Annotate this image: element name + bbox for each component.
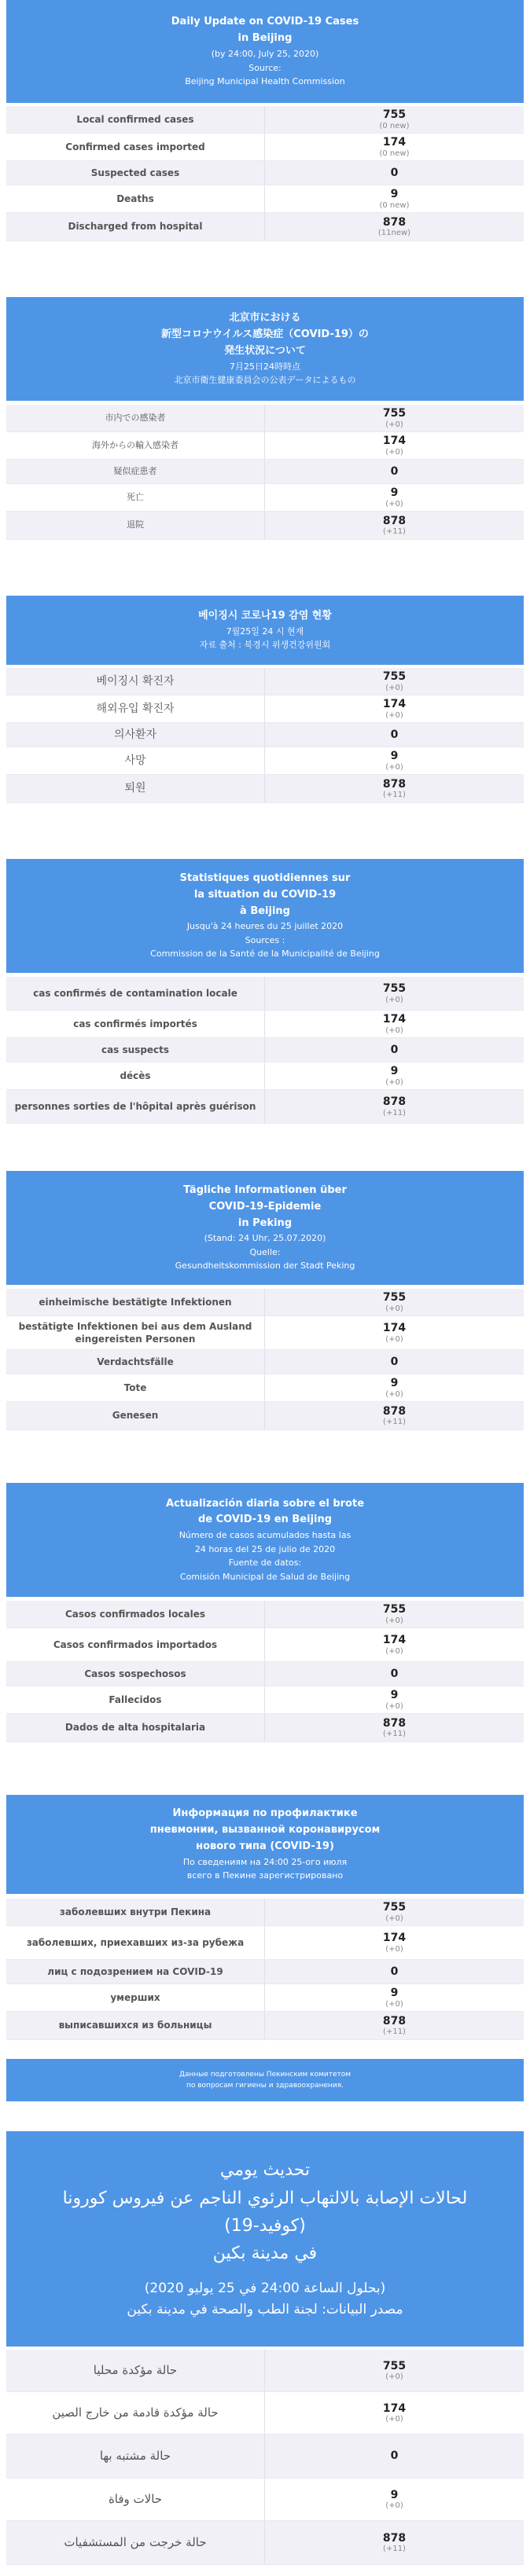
header-source-label: Sources :	[245, 934, 285, 945]
row-value	[265, 977, 524, 1010]
header-source: 자료 출처 : 북경시 위생건강위원회	[199, 640, 331, 651]
row-label: 해외유입 확진자	[6, 695, 265, 722]
row-value	[265, 134, 524, 160]
row-label: Confirmed cases imported	[6, 134, 265, 160]
header-ko	[6, 596, 524, 665]
row-label: 市内での感染者	[6, 405, 265, 431]
row-delta: (+0)	[385, 1389, 403, 1399]
row-label: cas confirmés importés	[6, 1011, 265, 1037]
row-value	[265, 161, 524, 185]
row-label: лиц с подозрением на COVID-19	[6, 1960, 265, 1983]
table-row	[6, 2392, 524, 2435]
row-value	[265, 668, 524, 695]
header-source: 北京市衛生健康委員会の公表データによるもの	[174, 375, 356, 386]
row-number: 878	[382, 2531, 407, 2545]
header-title: 北京市における	[229, 312, 301, 325]
table-es	[6, 1601, 524, 1742]
header-source: Gesundheitskommission der Stadt Peking	[175, 1260, 355, 1271]
row-value	[265, 1714, 524, 1741]
row-value	[265, 1662, 524, 1686]
row-label: einheimische bestätigte Infektionen	[6, 1289, 265, 1316]
row-number: 878	[382, 1404, 407, 1418]
row-number: 174	[382, 136, 407, 149]
row-number: 9	[390, 2488, 399, 2501]
table-row	[6, 1899, 524, 1926]
row-label: حالة مؤكدة قادمة من خارج الصين	[6, 2392, 265, 2434]
header-title: Statistiques quotidiennes sur	[179, 872, 351, 884]
row-number: 755	[382, 670, 407, 684]
row-number: 755	[382, 982, 407, 996]
row-number: 174	[382, 435, 407, 448]
row-delta: (+0)	[385, 762, 403, 772]
row-delta: (+11)	[383, 2545, 406, 2554]
table-row	[6, 775, 524, 803]
table-row	[6, 1926, 524, 1960]
row-number: 878	[382, 1095, 407, 1109]
row-label: Discharged from hospital	[6, 213, 265, 240]
row-number: 755	[382, 1901, 407, 1914]
row-number: 0	[390, 1043, 399, 1056]
row-delta: (+0)	[385, 1999, 403, 2009]
header-title: لحالات الإصابة بالالتهاب الرئوي الناجم عن فيروس كورونا (كوفيد-19)	[62, 2188, 468, 2236]
row-number: 9	[390, 486, 399, 500]
row-number: 9	[390, 188, 399, 201]
row-value	[265, 213, 524, 240]
table-ru	[6, 1899, 524, 2040]
row-value	[265, 1984, 524, 2011]
table-row	[6, 134, 524, 161]
table-row	[6, 2479, 524, 2521]
header-title: Информация по профилактике	[172, 1807, 358, 1820]
row-value	[265, 1316, 524, 1349]
row-label: 퇴원	[6, 775, 265, 802]
row-number: 878	[382, 777, 407, 791]
row-label: 退院	[6, 512, 265, 539]
row-number: 0	[390, 1667, 399, 1680]
row-number: 174	[382, 698, 407, 711]
row-delta: (0 new)	[379, 121, 410, 130]
row-delta: (+11)	[383, 1108, 406, 1117]
row-number: 755	[382, 407, 407, 420]
row-label: 사망	[6, 747, 265, 774]
table-row	[6, 2521, 524, 2565]
row-number: 174	[382, 2402, 407, 2415]
footer-line: Данные подготовлены Пекинским комитетом	[179, 2070, 351, 2079]
row-number: 755	[382, 1291, 407, 1305]
row-value	[265, 460, 524, 483]
row-value	[265, 1289, 524, 1316]
row-label: выписавшихся из больницы	[6, 2012, 265, 2039]
row-value	[265, 747, 524, 774]
header-date: (بحلول الساعة 24:00 في 25 يوليو 2020)	[144, 2281, 386, 2297]
header-de	[6, 1171, 524, 1285]
row-number: 174	[382, 1932, 407, 1945]
row-delta: (+11)	[383, 791, 406, 800]
row-delta: (+0)	[385, 420, 403, 429]
table-row	[6, 1984, 524, 2012]
row-value	[265, 1926, 524, 1959]
header-source: Commission de la Santé de la Municipalité de Beijing	[150, 949, 380, 960]
table-row	[6, 723, 524, 747]
row-number: 174	[382, 1322, 407, 1335]
table-row	[6, 2350, 524, 2392]
row-number: 0	[390, 2449, 399, 2463]
row-value	[265, 2435, 524, 2478]
row-value	[265, 1960, 524, 1983]
row-label: 疑似症患者	[6, 460, 265, 483]
row-label: Casos confirmados importados	[6, 1628, 265, 1661]
table-row	[6, 977, 524, 1011]
row-delta: (+0)	[385, 1077, 403, 1087]
table-row	[6, 2435, 524, 2479]
table-row	[6, 460, 524, 484]
table-row	[6, 1350, 524, 1374]
row-number: 9	[390, 1065, 399, 1078]
row-number: 755	[382, 108, 407, 122]
row-label: Suspected cases	[6, 161, 265, 185]
row-delta: (+0)	[385, 1646, 403, 1656]
table-row	[6, 2012, 524, 2040]
row-label: personnes sorties de l'hôpital après guérison	[6, 1090, 265, 1123]
table-ar	[6, 2350, 524, 2565]
header-ru	[6, 1795, 524, 1894]
row-number: 878	[382, 215, 407, 229]
row-delta: (+0)	[385, 1304, 403, 1313]
table-row	[6, 161, 524, 185]
table-fr	[6, 977, 524, 1124]
row-value	[265, 2521, 524, 2564]
header-title: في مدينة بكين	[212, 2244, 318, 2263]
row-number: 0	[390, 166, 399, 179]
header-title: 発生状況について	[224, 344, 306, 357]
row-label: Casos sospechosos	[6, 1662, 265, 1686]
header-date: Jusqu'à 24 heures du 25 juillet 2020	[186, 921, 344, 932]
row-value	[265, 1686, 524, 1713]
row-value	[265, 106, 524, 133]
row-label: Casos confirmados locales	[6, 1601, 265, 1627]
row-label: Deaths	[6, 185, 265, 212]
table-ja	[6, 405, 524, 540]
row-label: Local confirmed cases	[6, 106, 265, 133]
header-title: 베이징시 코로나19 감염 현황	[198, 610, 332, 622]
table-row	[6, 405, 524, 432]
row-value	[265, 775, 524, 802]
row-label: 海外からの輸入感染者	[6, 432, 265, 459]
table-row	[6, 1090, 524, 1124]
header-es	[6, 1483, 524, 1597]
row-label: Tote	[6, 1374, 265, 1401]
row-delta: (+0)	[385, 2415, 403, 2424]
header-source-label: Fuente de datos:	[228, 1558, 302, 1569]
row-delta: (+0)	[385, 710, 403, 720]
row-number: 9	[390, 750, 399, 763]
table-row	[6, 1960, 524, 1984]
table-row	[6, 1289, 524, 1316]
table-row	[6, 695, 524, 723]
row-number: 0	[390, 1355, 399, 1368]
table-row	[6, 1628, 524, 1662]
row-number: 878	[382, 2014, 407, 2027]
row-value	[265, 1628, 524, 1661]
header-en	[6, 0, 524, 103]
table-row	[6, 484, 524, 512]
header-title: in Beijing	[237, 32, 293, 45]
header-subtitle: всего в Пекине зарегистрировано	[186, 1870, 344, 1881]
row-value	[265, 695, 524, 722]
table-row	[6, 1402, 524, 1430]
table-row	[6, 213, 524, 241]
row-delta: (+0)	[385, 1914, 403, 1923]
row-number: 0	[390, 728, 399, 741]
table-row	[6, 1686, 524, 1714]
header-date: По сведениям на 24:00 25-ого июля	[182, 1856, 348, 1867]
header-ar	[6, 2131, 524, 2347]
row-label: cas suspects	[6, 1038, 265, 1062]
footer-ru	[6, 2059, 524, 2101]
header-source: Comisión Municipal de Salud de Beijing	[179, 1571, 351, 1582]
row-number: 0	[390, 1965, 399, 1978]
header-title: in Peking	[237, 1216, 293, 1229]
row-number: 174	[382, 1013, 407, 1026]
header-date: 24 horas del 25 de julio de 2020	[194, 1543, 336, 1554]
table-en	[6, 106, 524, 241]
row-delta: (+11)	[383, 2027, 406, 2037]
row-number: 878	[382, 514, 407, 527]
row-value	[265, 185, 524, 212]
table-row	[6, 1374, 524, 1402]
row-label: cas confirmés de contamination locale	[6, 977, 265, 1010]
row-delta: (+0)	[385, 447, 403, 457]
row-number: 9	[390, 1377, 399, 1390]
row-value	[265, 1601, 524, 1627]
header-title: 新型コロナウイルス感染症（COVID-19）の	[161, 328, 369, 340]
row-delta: (+0)	[385, 1701, 403, 1711]
header-title: la situation du COVID-19	[193, 888, 337, 901]
footer-line: по вопросам гигиены и здравоохранения.	[186, 2082, 344, 2090]
header-title: à Beijing	[240, 905, 290, 917]
table-row	[6, 1038, 524, 1062]
row-number: 755	[382, 1603, 407, 1616]
row-label: حالة مشتبه بها	[6, 2435, 265, 2478]
table-row	[6, 185, 524, 213]
row-delta: (+0)	[385, 1616, 403, 1625]
header-title: de COVID-19 en Beijing	[197, 1514, 333, 1526]
row-number: 174	[382, 1634, 407, 1647]
header-date: 7월25일 24 시 현재	[226, 626, 304, 637]
row-value	[265, 1011, 524, 1037]
row-value	[265, 405, 524, 431]
row-label: 死亡	[6, 484, 265, 511]
row-label: Verdachtsfälle	[6, 1350, 265, 1374]
row-value	[265, 2479, 524, 2520]
row-delta: (+0)	[385, 995, 403, 1004]
table-row	[6, 1062, 524, 1090]
header-title: Actualización diaria sobre el brote	[165, 1497, 365, 1510]
row-label: заболевших, приехавших из-за рубежа	[6, 1926, 265, 1959]
row-delta: (11new)	[377, 229, 411, 238]
header-source-label: Source:	[248, 62, 282, 73]
row-value	[265, 484, 524, 511]
row-value	[265, 512, 524, 539]
header-title: пневмонии, вызванной коронавирусом	[149, 1824, 381, 1836]
row-value	[265, 1899, 524, 1925]
row-value	[265, 1090, 524, 1123]
header-title: COVID-19-Epidemie	[208, 1200, 322, 1213]
row-number: 0	[390, 464, 399, 478]
header-date: 7月25日24時時点	[230, 361, 300, 372]
row-delta: (+11)	[383, 1418, 406, 1427]
header-title: Daily Update on COVID-19 Cases	[171, 16, 359, 28]
header-title: تحديث يومي	[219, 2160, 311, 2181]
row-delta: (+0)	[385, 1944, 403, 1954]
row-number: 878	[382, 1716, 407, 1730]
row-delta: (+0)	[385, 2501, 403, 2511]
row-delta: (+0)	[385, 1026, 403, 1035]
table-row	[6, 512, 524, 540]
row-value	[265, 1350, 524, 1374]
table-row	[6, 1601, 524, 1628]
row-value	[265, 1402, 524, 1429]
row-label: Fallecidos	[6, 1686, 265, 1713]
table-row	[6, 432, 524, 460]
table-row	[6, 106, 524, 134]
row-value	[265, 1062, 524, 1089]
row-number: 9	[390, 1987, 399, 2000]
header-source-label: Quelle:	[249, 1246, 281, 1257]
row-value	[265, 432, 524, 459]
header-date: (Stand: 24 Uhr, 25.07.2020)	[204, 1233, 326, 1244]
header-source: مصدر البيانات: لجنة الطب والصحة في مدينة بكين	[127, 2302, 403, 2318]
table-row	[6, 747, 524, 775]
row-label: حالات وفاة	[6, 2479, 265, 2520]
row-value	[265, 2012, 524, 2039]
row-delta: (0 new)	[379, 149, 410, 158]
row-label: 베이징시 확진자	[6, 668, 265, 695]
table-row	[6, 1316, 524, 1350]
row-delta: (+0)	[385, 499, 403, 508]
row-value	[265, 2392, 524, 2434]
row-number: 9	[390, 1689, 399, 1702]
row-delta: (+11)	[383, 1730, 406, 1739]
row-delta: (+11)	[383, 527, 406, 537]
row-label: حالة مؤكدة محليا	[6, 2350, 265, 2391]
row-number: 755	[382, 2359, 407, 2372]
table-ko	[6, 668, 524, 803]
header-date: (by 24:00, July 25, 2020)	[211, 48, 319, 59]
row-delta: (+0)	[385, 683, 403, 692]
row-value	[265, 1038, 524, 1062]
header-date: Número de casos acumulados hasta las	[179, 1530, 351, 1541]
row-label: Genesen	[6, 1402, 265, 1429]
header-fr	[6, 859, 524, 973]
row-label: bestätigte Infektionen bei aus dem Ausland eingereisten Personen	[6, 1316, 265, 1349]
row-delta: (0 new)	[379, 200, 410, 210]
row-delta: (+0)	[385, 2372, 403, 2382]
table-row	[6, 668, 524, 695]
row-value	[265, 723, 524, 747]
row-label: 의사환자	[6, 723, 265, 747]
table-row	[6, 1714, 524, 1742]
row-value	[265, 1374, 524, 1401]
row-label: décès	[6, 1062, 265, 1089]
row-delta: (+0)	[385, 1334, 403, 1344]
row-label: Dados de alta hospitalaria	[6, 1714, 265, 1741]
row-value	[265, 2350, 524, 2391]
table-row	[6, 1011, 524, 1038]
table-de	[6, 1289, 524, 1430]
header-title: Tägliche Informationen über	[183, 1183, 347, 1196]
header-ja	[6, 297, 524, 401]
table-row	[6, 1662, 524, 1686]
row-label: умерших	[6, 1984, 265, 2011]
header-title: нового типа (COVID-19)	[196, 1840, 334, 1852]
row-label: حالة خرجت من المستشفيات	[6, 2521, 265, 2564]
row-label: заболевших внутри Пекина	[6, 1899, 265, 1925]
header-source: Beijing Municipal Health Commission	[185, 76, 345, 87]
